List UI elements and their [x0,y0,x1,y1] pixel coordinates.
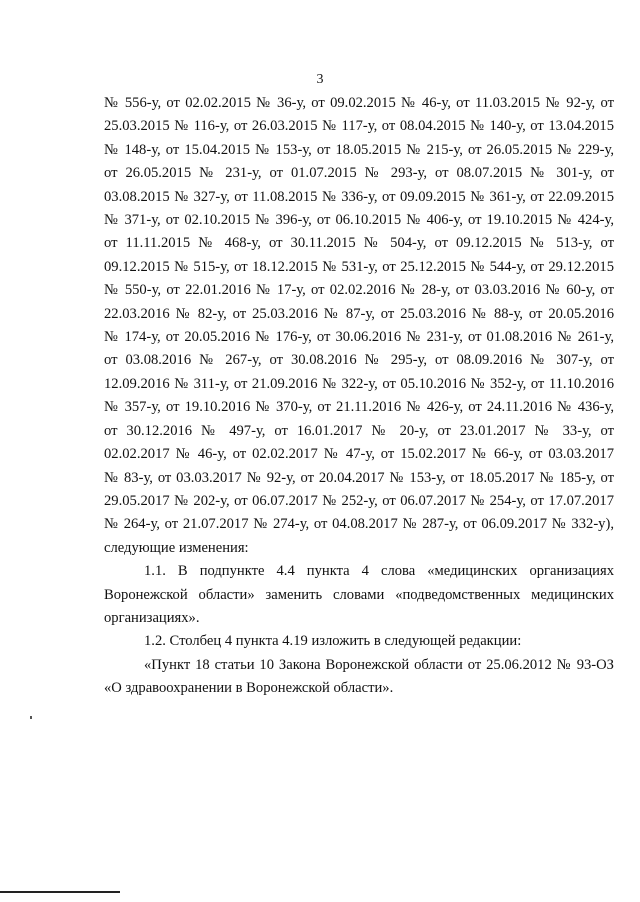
text-line: 25.03.2015 № 116-у, от 26.03.2015 № 117-у, от 08.04.2015 № 140-у, от 13.04.2015 [104,118,614,135]
text-line: 02.02.2017 № 46-у, от 02.02.2017 № 47-у, от 15.02.2017 № 66-у, от 03.03.2017 [104,446,614,463]
footer-rule [0,891,120,893]
text-line: 09.12.2015 № 515-у, от 18.12.2015 № 531-у, от 25.12.2015 № 544-у, от 29.12.2015 [104,258,614,275]
text-line: № 83-у, от 03.03.2017 № 92-у, от 20.04.2017 № 153-у, от 18.05.2017 № 185-у, от [104,469,614,486]
text-line: 12.09.2016 № 311-у, от 21.09.2016 № 322-у, от 05.10.2016 № 352-у, от 11.10.2016 [104,375,614,392]
item-1-1-line: организациях». [104,609,200,626]
text-line: № 357-у, от 19.10.2016 № 370-у, от 21.11.2016 № 426-у, от 24.11.2016 № 436-у, [104,399,614,416]
text-line: следующие изменения: [104,539,249,556]
scan-mark [30,716,32,719]
quote-line: «Пункт 18 статьи 10 Закона Воронежской области от 25.06.2012 № 93-ОЗ [144,656,614,673]
document-body [104,92,614,701]
page-number: 3 [316,72,324,87]
text-line: № 371-у, от 02.10.2015 № 396-у, от 06.10.2015 № 406-у, от 19.10.2015 № 424-у, [104,212,614,229]
text-line: № 264-у, от 21.07.2017 № 274-у, от 04.08.2017 № 287-у, от 06.09.2017 № 332-у), [104,516,614,533]
text-line: от 03.08.2016 № 267-у, от 30.08.2016 № 295-у, от 08.09.2016 № 307-у, от [104,352,614,369]
text-line: 03.08.2015 № 327-у, от 11.08.2015 № 336-у, от 09.09.2015 № 361-у, от 22.09.2015 [104,188,614,205]
text-line: № 550-у, от 22.01.2016 № 17-у, от 02.02.2016 № 28-у, от 03.03.2016 № 60-у, от [104,282,614,299]
item-1-1-line: Воронежской области» заменить словами «подведомственных медицинских [104,586,614,603]
text-line: № 174-у, от 20.05.2016 № 176-у, от 30.06.2016 № 231-у, от 01.08.2016 № 261-у, [104,329,614,346]
text-line: № 148-у, от 15.04.2015 № 153-у, от 18.05.2015 № 215-у, от 26.05.2015 № 229-у, [104,141,614,158]
quote-line: «О здравоохранении в Воронежской области». [104,680,394,697]
text-line: 29.05.2017 № 202-у, от 06.07.2017 № 252-у, от 06.07.2017 № 254-у, от 17.07.2017 [104,492,614,509]
item-1-1-line: 1.1. В подпункте 4.4 пункта 4 слова «медицинских организациях [144,563,614,580]
text-line: № 556-у, от 02.02.2015 № 36-у, от 09.02.2015 № 46-у, от 11.03.2015 № 92-у, от [104,95,614,111]
text-line: от 30.12.2016 № 497-у, от 16.01.2017 № 20-у, от 23.01.2017 № 33-у, от [104,422,614,439]
text-line: от 26.05.2015 № 231-у, от 01.07.2015 № 293-у, от 08.07.2015 № 301-у, от [104,165,614,182]
text-line: от 11.11.2015 № 468-у, от 30.11.2015 № 504-у, от 09.12.2015 № 513-у, от [104,235,614,252]
item-1-2-line: 1.2. Столбец 4 пункта 4.19 изложить в следующей редакции: [144,633,522,650]
text-line: 22.03.2016 № 82-у, от 25.03.2016 № 87-у, от 25.03.2016 № 88-у, от 20.05.2016 [104,305,614,322]
